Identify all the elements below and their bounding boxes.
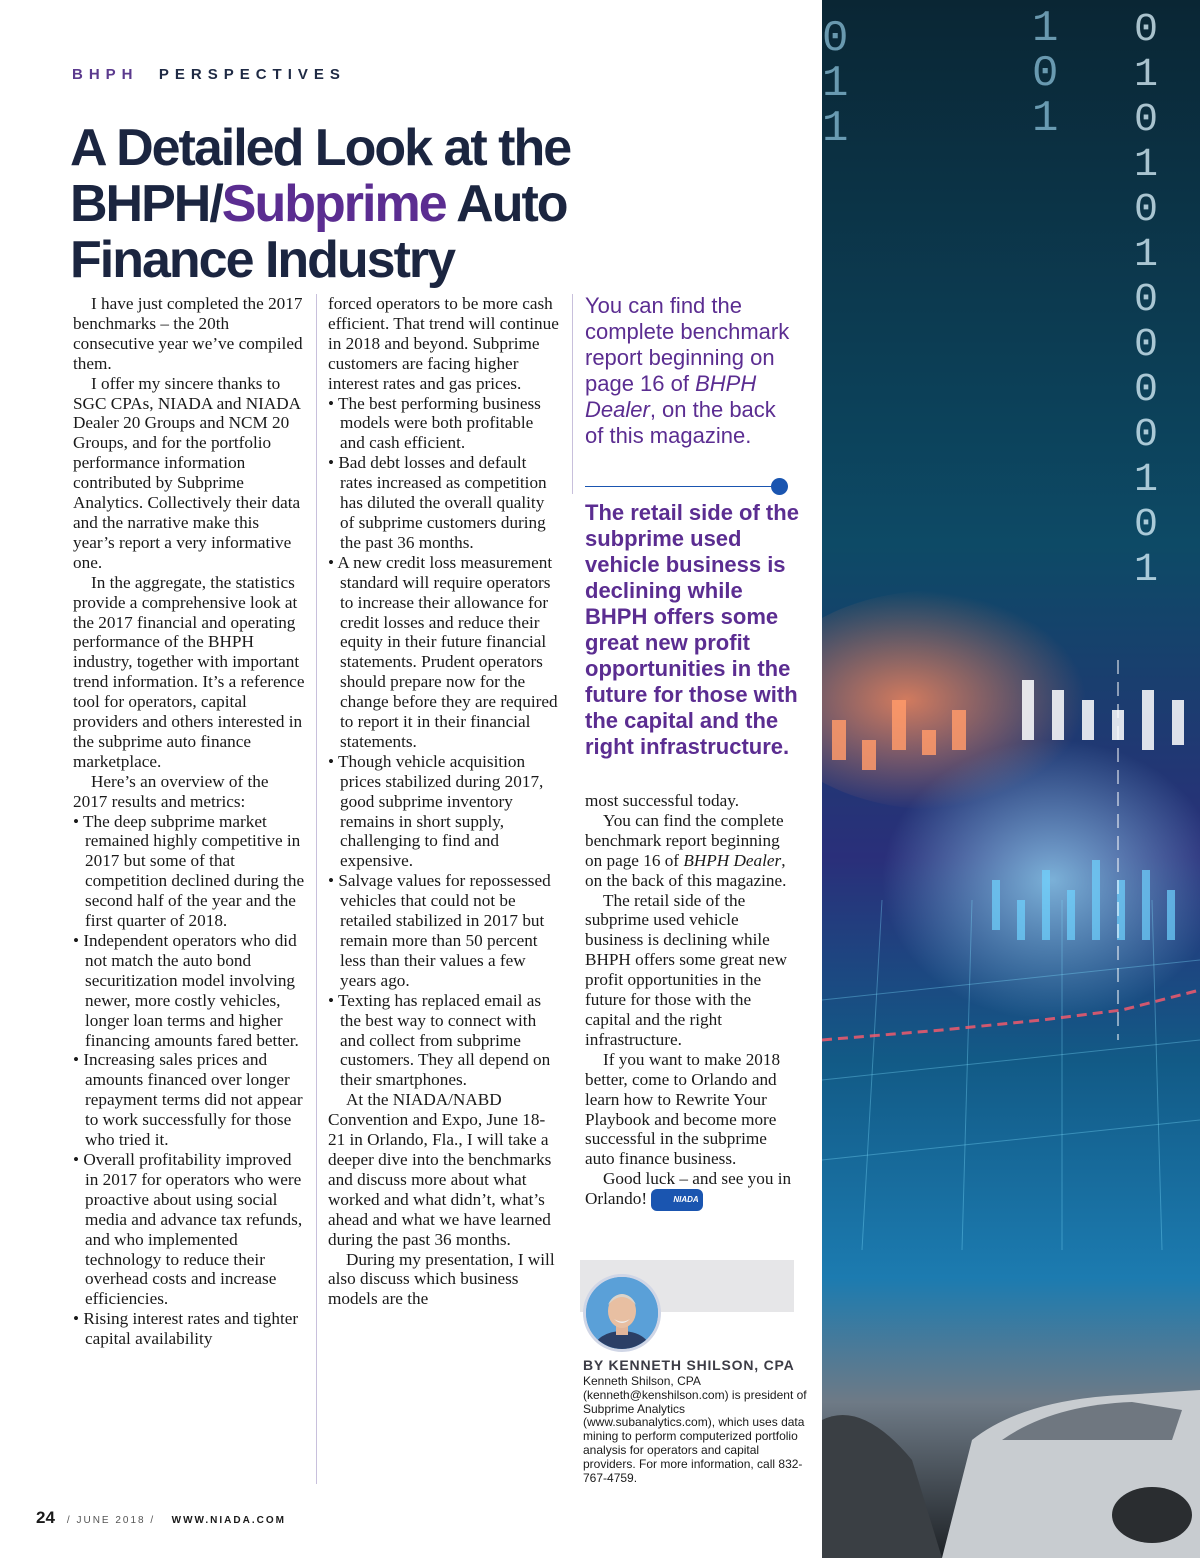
paragraph: At the NIADA/NABD Convention and Expo, June 18-21 in Orlando, Fla., I will take a deeper dive into the benchmarks and discuss more about what worked and what didn’t, what’s ahead and what we have learned during the past 36 months. bbox=[328, 1090, 552, 1249]
author-portrait-icon bbox=[586, 1277, 658, 1349]
page-footer bbox=[36, 1508, 286, 1528]
binary-digit: 1 bbox=[1134, 458, 1159, 503]
text-column-3 bbox=[585, 791, 797, 1211]
pull-quote-text: You can find the complete benchmark report beginning on page 16 of bbox=[585, 293, 790, 396]
binary-digit: 1 bbox=[1134, 53, 1159, 98]
author-byline: BY KENNETH SHILSON, CPA bbox=[583, 1357, 795, 1373]
bullet-item: • The deep subprime market remained highly competitive in 2017 but some of that competition declined during the second half of the year and the first quarter of 2018. bbox=[73, 811, 305, 931]
binary-digit: 1 bbox=[1032, 94, 1059, 144]
binary-digit: 0 bbox=[1134, 98, 1159, 143]
binary-digit: 1 bbox=[1134, 233, 1159, 278]
paragraph-text: Good luck – and see you in Orlando! bbox=[585, 1169, 792, 1209]
column-divider bbox=[572, 294, 573, 494]
paragraph: In the aggregate, the statistics provide a comprehensive look at the 2017 financial and operating performance of the BHPH industry, together with important trend information. It’s a reference tool for operators, capital providers and others interested in the subprime auto finance marketplace. bbox=[73, 572, 305, 771]
paragraph: Here’s an overview of the 2017 results and metrics: bbox=[73, 771, 269, 811]
bullet-item: • Increasing sales prices and amounts financed over longer repayment terms did not appear to work successfully for those who tried it. bbox=[73, 1050, 303, 1150]
footer-website: WWW.NIADA.COM bbox=[171, 1515, 286, 1526]
bullet-item: • Though vehicle acquisition prices stabilized during 2017, good subprime inventory remains in short supply, challenging to find and expensive. bbox=[328, 751, 544, 871]
binary-digit: 0 bbox=[1134, 323, 1159, 368]
paragraph-text: , on the back of this magazine. bbox=[585, 850, 787, 890]
binary-digit: 0 bbox=[1134, 413, 1159, 458]
binary-digit: 0 bbox=[1134, 503, 1159, 548]
bullet-item: • The best performing business models were both profitable and cash efficient. bbox=[328, 393, 541, 453]
binary-digit: 0 bbox=[822, 14, 849, 64]
paragraph: forced operators to be more cash efficient. That trend will continue in 2018 and beyond. Subprime customers are facing higher interest rates and gas prices. bbox=[328, 294, 559, 393]
paragraph: I offer my sincere thanks to SGC CPAs, NIADA and NIADA Dealer 20 Groups and NCM 20 Groups, and for the portfolio performance information contributed by Subprime Analytics. Collectively their data and the narrative make this year’s report a very informative one. bbox=[73, 373, 301, 572]
headline-line2-tail: Auto bbox=[445, 175, 567, 233]
pull-quote-rule bbox=[585, 486, 775, 487]
paragraph: During my presentation, I will also discuss which business models are the bbox=[328, 1249, 555, 1309]
bullet-item: • Rising interest rates and tighter capital availability bbox=[73, 1309, 299, 1349]
column-divider bbox=[316, 294, 317, 1484]
binary-digit: 1 bbox=[822, 104, 849, 154]
kicker-part2: PERSPECTIVES bbox=[158, 66, 346, 83]
binary-digit: 0 bbox=[1134, 278, 1159, 323]
binary-digit: 1 bbox=[822, 59, 849, 109]
author-bio: Kenneth Shilson, CPA (kenneth@kenshilson.com) is president of Subprime Analytics (www.subanalytics.com), which uses data mining to perform computerized portfolio analysis for operators and capital providers. For more information, call 832-767-4759. bbox=[583, 1374, 807, 1485]
binary-digit: 0 bbox=[1032, 49, 1059, 99]
pull-quote-italic: BHPH Dealer bbox=[585, 371, 757, 422]
bullet-item: • A new credit loss measurement standard will require operators to increase their allowance for credit losses and reduce their equity in their future financial statements. Prudent operators should prepare now for the change before they are required to report it in their financial statements. bbox=[328, 552, 558, 751]
bullet-item: • Bad debt losses and default rates increased as competition has diluted the overall quality of subprime customers during the past 36 months. bbox=[328, 453, 547, 552]
bullet-item: • Independent operators who did not match the auto bond securitization model involving newer, more costly vehicles, longer loan terms and higher financing amounts fared better. bbox=[73, 931, 299, 1050]
binary-digit: 1 bbox=[1032, 4, 1059, 54]
bullet-item: • Salvage values for repossessed vehicles that could not be retailed stabilized in 2017 but remain more than 50 percent less than their values a few years ago. bbox=[328, 871, 551, 990]
article-headline bbox=[70, 120, 710, 288]
binary-digit: 1 bbox=[1134, 548, 1159, 593]
paragraph: If you want to make 2018 better, come to Orlando and learn how to Rewrite Your Playbook and become more successful in the subprime auto finance business. bbox=[585, 1049, 781, 1169]
pull-quote-benchmark bbox=[585, 293, 800, 449]
issue-date: / JUNE 2018 / bbox=[66, 1515, 156, 1526]
headline-line1: A Detailed Look at the bbox=[70, 119, 571, 177]
paragraph bbox=[585, 1169, 797, 1211]
paragraph bbox=[585, 811, 797, 891]
niada-end-mark-icon: NIADA bbox=[651, 1189, 702, 1211]
paragraph: most successful today. bbox=[585, 791, 740, 810]
kicker-part1: BHPH bbox=[72, 66, 139, 83]
pull-quote-retail: The retail side of the subprime used vehicle business is declining while BHPH offers some great new profit opportunities in the future for those with the capital and the right infrastructure. bbox=[585, 500, 799, 759]
paragraph: I have just completed the 2017 benchmarks – the 20th consecutive year we’ve compiled them. bbox=[73, 294, 303, 373]
paragraph: The retail side of the subprime used vehicle business is declining while BHPH offers some great new profit opportunities in the future for those with the capital and the right infrastructure. bbox=[585, 890, 788, 1049]
paragraph-text: You can find the complete benchmark report beginning on page 16 of bbox=[585, 810, 784, 870]
binary-column-right bbox=[1134, 8, 1158, 593]
author-photo bbox=[583, 1274, 661, 1352]
decorative-finance-artwork bbox=[822, 0, 1200, 1558]
text-column-2 bbox=[328, 294, 560, 1309]
text-column-1 bbox=[73, 294, 305, 1349]
binary-digit: 0 bbox=[1134, 188, 1159, 233]
bullet-item: • Overall profitability improved in 2017 for operators who were proactive about using social media and advance tax refunds, and who implemented technology to reduce their overhead costs and increase efficiencies. bbox=[73, 1149, 303, 1309]
section-kicker bbox=[72, 66, 346, 83]
pull-quote-text: , on the back of this magazine. bbox=[585, 397, 776, 448]
publication-title: BHPH Dealer bbox=[683, 850, 782, 870]
page-number: 24 bbox=[36, 1508, 55, 1527]
headline-accent: Subprime bbox=[221, 175, 446, 233]
bullet-item: • Texting has replaced email as the best way to connect with and collect from subprime customers. They all depend on their smartphones. bbox=[328, 990, 551, 1090]
binary-digit: 0 bbox=[1134, 8, 1159, 53]
headline-line2-lead: BHPH/ bbox=[70, 175, 222, 233]
headline-line3: Finance Industry bbox=[70, 231, 455, 289]
pull-quote-dot bbox=[771, 478, 788, 495]
binary-digit: 1 bbox=[1134, 143, 1159, 188]
binary-digit: 0 bbox=[1134, 368, 1159, 413]
